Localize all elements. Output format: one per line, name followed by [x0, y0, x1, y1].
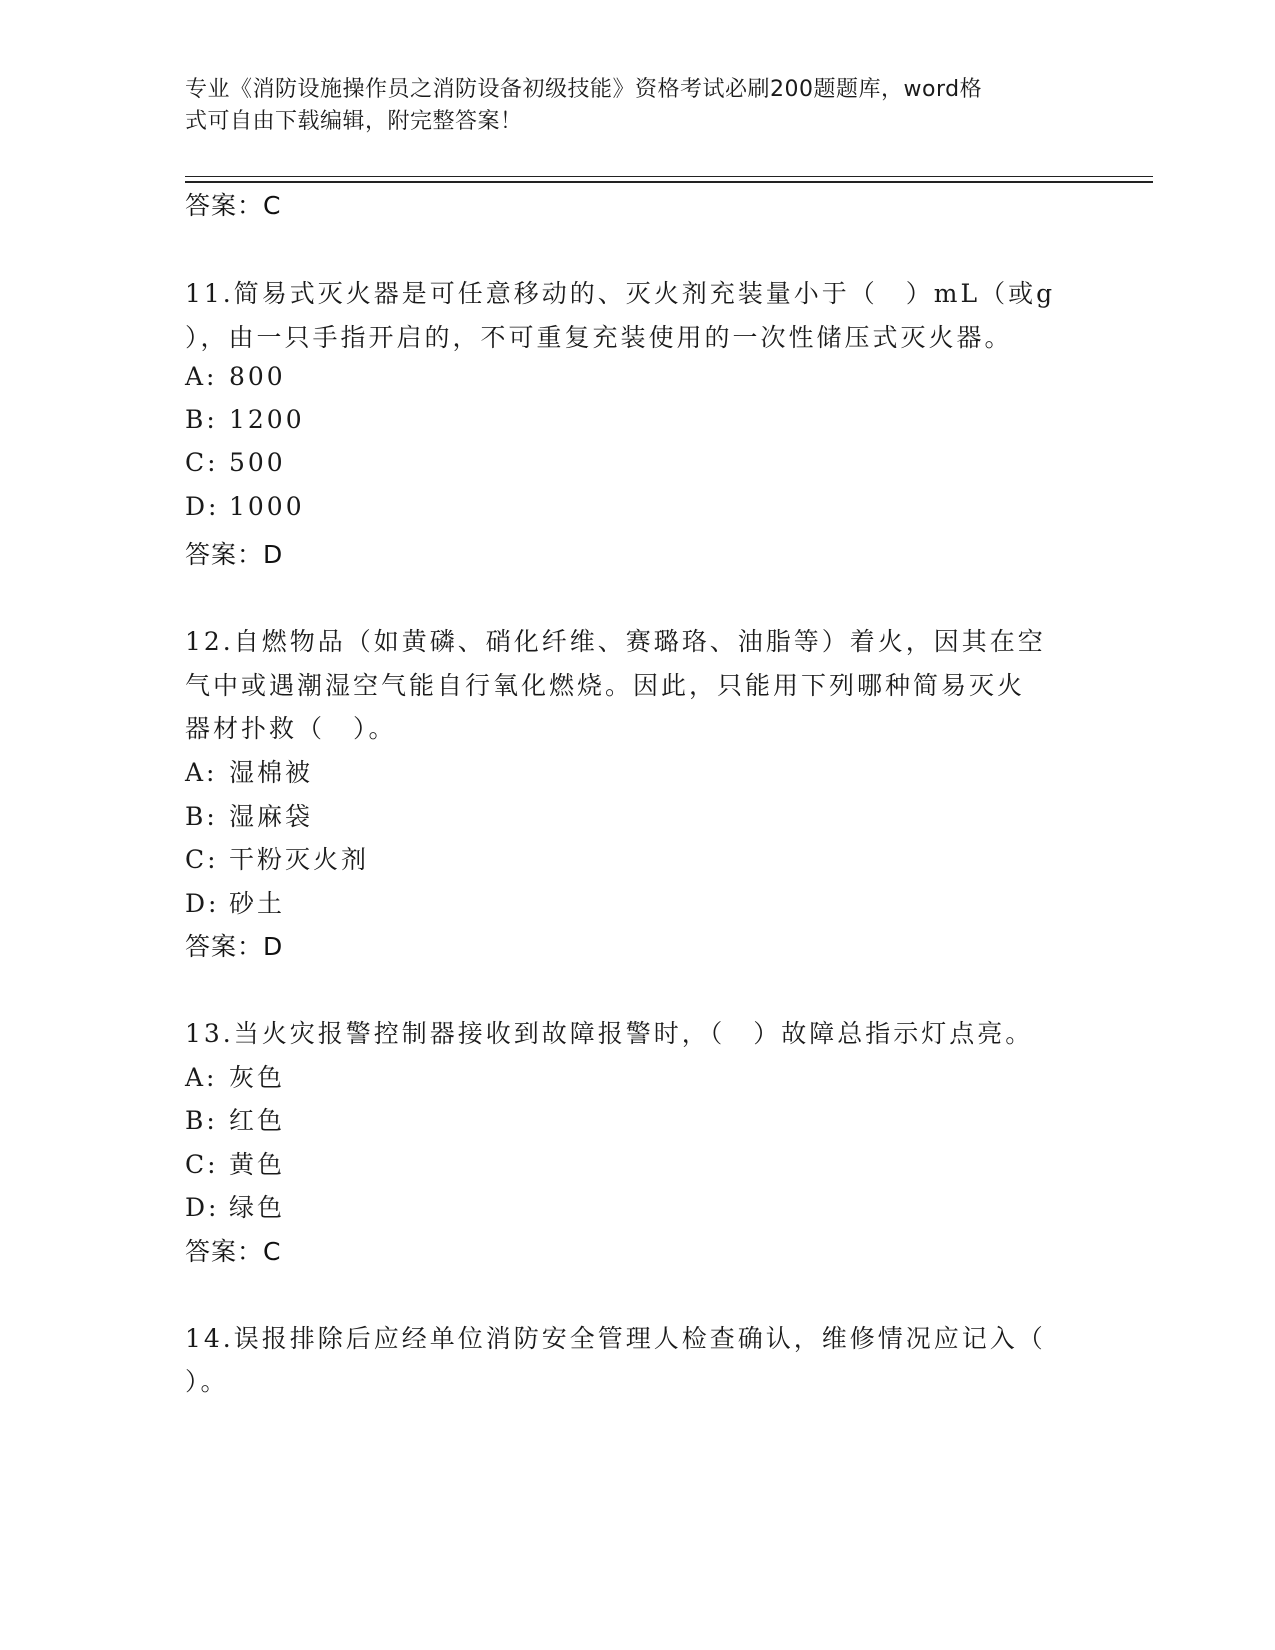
option-key: A:: [185, 758, 218, 787]
header-divider-thin: [185, 176, 1153, 177]
question-12-text-line-3: 器材扑救（ ）。: [185, 714, 397, 743]
document-header: [185, 74, 1065, 138]
header-line-1: 专业《消防设施操作员之消防设备初级技能》资格考试必刷200题题库，word格: [185, 77, 983, 102]
option-text: 绿色: [229, 1193, 286, 1222]
question-12-option-d: [185, 884, 285, 920]
question-12-option-a: [185, 753, 313, 789]
question-13-option-a: [185, 1058, 285, 1094]
option-key: B:: [185, 1106, 218, 1135]
question-11-text-line-2: ），由一只手指开启的，不可重复充装使用的一次性储压式灭火器。: [185, 323, 1013, 352]
option-key: B:: [185, 802, 218, 831]
option-text: 1000: [229, 492, 305, 521]
question-14-text-line-2: ）。: [185, 1367, 229, 1396]
question-11-answer: 答案：D: [185, 540, 284, 569]
previous-answer: 答案：C: [185, 191, 282, 220]
question-11-option-c: [185, 448, 286, 477]
option-text: 黄色: [229, 1150, 286, 1179]
option-text: 湿麻袋: [229, 802, 314, 831]
option-key: C:: [185, 448, 219, 477]
question-11-option-d: [185, 492, 305, 521]
header-line-2: 式可自由下载编辑，附完整答案！: [185, 109, 523, 134]
option-key: B:: [185, 405, 218, 434]
question-12-text-line-1: 12.自燃物品（如黄磷、硝化纤维、赛璐珞、油脂等）着火，因其在空: [185, 627, 1046, 656]
option-key: A:: [185, 362, 218, 391]
option-key: D:: [185, 492, 220, 521]
question-14-text-line-1: 14.误报排除后应经单位消防安全管理人检查确认，维修情况应记入（: [185, 1324, 1046, 1353]
question-13-option-c: [185, 1145, 285, 1181]
option-key: C:: [185, 1150, 219, 1179]
option-text: 红色: [229, 1106, 286, 1135]
option-key: D:: [185, 1193, 220, 1222]
option-text: 湿棉被: [229, 758, 314, 787]
option-text: 800: [229, 362, 286, 391]
option-text: 砂土: [229, 889, 286, 918]
header-divider-thick: [185, 181, 1153, 183]
option-text: 1200: [229, 405, 305, 434]
question-12-text-line-2: 气中或遇潮湿空气能自行氧化燃烧。因此，只能用下列哪种简易灭火: [185, 671, 1026, 700]
question-13-option-b: [185, 1101, 285, 1137]
option-text: 500: [229, 448, 286, 477]
question-13-text-line-1: 13.当火灾报警控制器接收到故障报警时，（ ）故障总指示灯点亮。: [185, 1019, 1034, 1048]
question-12-answer: 答案：D: [185, 932, 284, 961]
question-13-option-d: [185, 1188, 285, 1224]
option-key: A:: [185, 1063, 218, 1092]
option-text: 灰色: [229, 1063, 286, 1092]
option-key: C:: [185, 845, 219, 874]
option-key: D:: [185, 889, 220, 918]
question-11-option-b: [185, 405, 305, 434]
question-12-option-c: [185, 840, 369, 876]
question-11-option-a: [185, 362, 286, 391]
question-11-text-line-1: 11.简易式灭火器是可任意移动的、灭火剂充装量小于（ ）mL（或g: [185, 279, 1056, 308]
option-text: 干粉灭火剂: [229, 845, 370, 874]
question-12-option-b: [185, 797, 313, 833]
question-13-answer: 答案：C: [185, 1237, 282, 1266]
